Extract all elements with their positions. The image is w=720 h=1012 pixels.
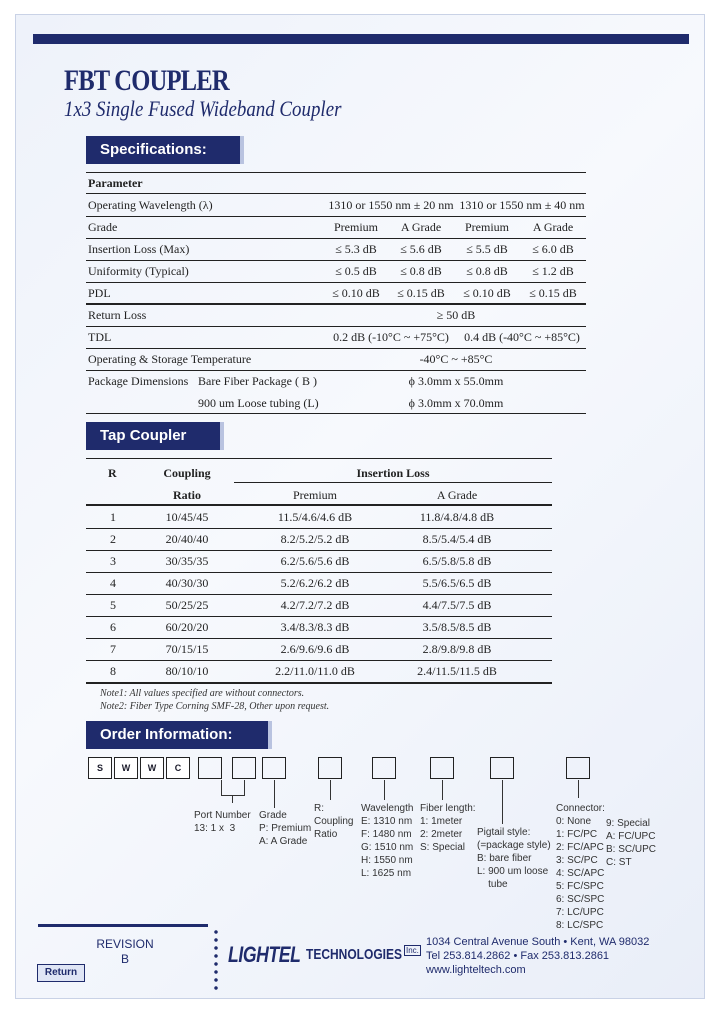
spec-value: 0.4 dB (-40°C ~ +85°C) [464,330,580,344]
tap-table-cell: 6.2/5.6/5.6 dB [280,554,350,568]
order-fiber-length-box[interactable] [430,757,454,779]
tap-table-cell: 3.4/8.3/8.3 dB [280,620,350,634]
spec-value: ≤ 0.8 dB [466,264,508,278]
tap-table-cell: 5.5/6.5/6.5 dB [422,576,492,590]
spec-sublabel: Bare Fiber Package ( B ) [198,374,317,388]
company-logo-inc: Inc. [406,946,419,955]
spec-value: -40°C ~ +85°C [419,352,493,366]
tap-table-cell: 2.6/9.6/9.6 dB [280,642,350,656]
company-logo: LIGHTEL [228,942,301,967]
spec-value: ≤ 0.15 dB [529,286,577,300]
order-fiber-length-label: Fiber length: 1: 1meter 2: 2meter S: Special [420,803,476,853]
spec-label: TDL [88,330,112,344]
rule [86,260,586,261]
spec-value: ϕ 3.0mm x 55.0mm [408,374,504,388]
tap-table-cell: 6 [110,620,116,634]
rule [86,413,586,414]
spec-label: Insertion Loss (Max) [88,242,190,256]
spec-value: 1310 or 1550 nm ± 40 nm [459,198,585,212]
tap-table-cell: 5 [110,598,116,612]
order-connector-extra-label: 9: Special A: FC/UPC B: SC/UPC C: ST [606,818,657,868]
order-connector-box[interactable] [566,757,590,779]
tap-table-cell: 80/10/10 [165,664,209,678]
page-title: FBT COUPLER [64,64,229,97]
tap-table-cell: 30/35/35 [165,554,209,568]
tap-row-rule [86,616,552,617]
rule [86,348,586,349]
tap-table-cell: 70/15/15 [165,642,209,656]
rule [86,282,586,283]
spec-value: ≤ 0.10 dB [463,286,511,300]
tap-table-cell: 3.5/8.5/8.5 dB [422,620,492,634]
leader [244,780,245,795]
parameter-header: Parameter [88,176,143,190]
spec-value: ≤ 5.3 dB [335,242,377,256]
col-ratio: Ratio [173,488,201,502]
tap-table-cell: 4.2/7.2/7.2 dB [280,598,350,612]
spec-value: Premium [465,220,509,234]
tap-table-cell: 1 [110,510,116,524]
order-pigtail-label: Pigtail style: (=package style) B: bare fiber L: 900 um loose tube [477,827,551,890]
leader [384,780,385,800]
specifications-heading: Specifications: [86,136,240,164]
spec-label: Grade [88,220,118,234]
page-subtitle: 1x3 Single Fused Wideband Coupler [64,96,342,121]
company-address: 1034 Central Avenue South • Kent, WA 98032 Tel 253.814.2862 • Fax 253.813.2861 www.lighteltech.com [426,936,650,976]
tap-table-cell: 20/40/40 [165,532,209,546]
leader [442,780,443,800]
tap-table-cell: 50/25/25 [165,598,209,612]
rule [86,216,586,217]
spec-label: Return Loss [88,308,147,322]
leader [221,795,245,796]
spec-value: 1310 or 1550 nm ± 20 nm [328,198,454,212]
spec-value: ϕ 3.0mm x 70.0mm [408,396,504,410]
spec-value: 0.2 dB (-10°C ~ +75°C) [333,330,449,344]
tap-table-cell: 2.2/11.0/11.0 dB [275,664,355,678]
order-prefix-box: S [88,757,112,779]
spec-label: Uniformity (Typical) [88,264,189,278]
tap-table-cell: 8 [110,664,116,678]
order-port-box-1[interactable] [198,757,222,779]
order-ratio-box[interactable] [318,757,342,779]
tap-table-cell: 10/45/45 [165,510,209,524]
return-button[interactable]: Return [37,964,85,982]
tap-table-cell: 2.8/9.8/9.8 dB [422,642,492,656]
rule [86,238,586,239]
order-pigtail-box[interactable] [490,757,514,779]
rule [86,458,552,459]
tap-table-cell: 8.5/5.4/5.4 dB [422,532,492,546]
rule [234,482,552,483]
leader [578,780,579,798]
spec-value: Premium [334,220,378,234]
leader [232,795,233,803]
tap-table-cell: 2.4/11.5/11.5 dB [417,664,497,678]
spec-value: ≤ 1.2 dB [532,264,574,278]
col-a-grade: A Grade [436,488,478,502]
spec-value: ≤ 0.15 dB [397,286,445,300]
spec-value: A Grade [532,220,574,234]
spec-value: ≤ 6.0 dB [532,242,574,256]
order-prefix-box: W [140,757,164,779]
spec-label: Operating Wavelength (λ) [88,198,213,212]
tap-table-cell: 8.2/5.2/5.2 dB [280,532,350,546]
col-coupling: Coupling [163,466,211,480]
spec-label: Operating & Storage Temperature [88,352,252,366]
spec-label: Package Dimensions [88,374,189,388]
tap-table-cell: 3 [110,554,116,568]
tap-table-cell: 11.8/4.8/4.8 dB [419,510,495,524]
rule [86,370,586,371]
top-rule [33,34,689,44]
rule [86,193,586,194]
revision-value: B [120,952,129,966]
logo-dots-icon [212,928,220,990]
spec-value: ≥ 50 dB [436,308,476,322]
spec-value: ≤ 0.10 dB [332,286,380,300]
spec-sublabel: 900 um Loose tubing (L) [198,396,319,410]
leader [221,780,222,795]
revision-label: REVISION [96,937,154,951]
spec-label: PDL [88,286,111,300]
tap-table-cell: 2 [110,532,116,546]
leader [330,780,331,800]
tap-table-cell: 4 [110,576,116,590]
col-r: R [108,466,117,480]
spec-value: A Grade [400,220,442,234]
order-prefix-box: C [166,757,190,779]
tap-row-rule [86,638,552,639]
col-insertion-loss: Insertion Loss [356,466,430,480]
tap-row-rule [86,660,552,661]
tap-row-rule [86,572,552,573]
tap-table-cell: 7 [110,642,116,656]
order-port-number-label: Port Number 13: 1 x 3 [194,810,251,834]
order-wavelength-box[interactable] [372,757,396,779]
leader [502,780,503,824]
tap-table-cell: 6.5/5.8/5.8 dB [422,554,492,568]
tap-row-rule [86,528,552,529]
rule [86,326,586,327]
note-1: Note1: All values specified are without connectors. [100,688,305,699]
spec-top-rule [86,172,586,173]
order-port-box-2[interactable] [232,757,256,779]
tap-row-rule [86,682,552,684]
order-grade-label: Grade P: Premium A: A Grade [259,810,312,847]
note-2: Note2: Fiber Type Corning SMF-28, Other upon request. [100,701,330,712]
order-wavelength-label: Wavelength E: 1310 nm F: 1480 nm G: 1510 nm H: 1550 nm L: 1625 nm [361,803,414,879]
order-grade-box[interactable] [262,757,286,779]
tap-table-cell: 40/30/30 [165,576,209,590]
order-information-heading: Order Information: [86,721,268,749]
leader [274,780,275,808]
order-coupling-label: R: Coupling Ratio [314,803,354,840]
tap-row-rule [86,550,552,551]
company-logo-sub: TECHNOLOGIES [306,946,403,963]
tap-coupler-heading: Tap Coupler [86,422,220,450]
tap-table-cell: 11.5/4.6/4.6 dB [277,510,353,524]
order-prefix-box: W [114,757,138,779]
spec-value: ≤ 5.6 dB [400,242,442,256]
rule [86,504,552,506]
spec-value: ≤ 0.8 dB [400,264,442,278]
tap-table-cell: 60/20/20 [165,620,209,634]
spec-value: ≤ 0.5 dB [335,264,377,278]
col-premium: Premium [293,488,337,502]
tap-table-cell: 4.4/7.5/7.5 dB [422,598,492,612]
rule [86,303,586,305]
spec-value: ≤ 5.5 dB [466,242,508,256]
tap-table-cell: 5.2/6.2/6.2 dB [280,576,350,590]
footer-rule [38,924,208,927]
order-connector-label: Connector: 0: None 1: FC/PC 2: FC/APC 3: SC/PC 4: SC/APC 5: FC/SPC 6: SC/SPC 7: LC/UPC 8: LC/SPC [556,803,605,931]
tap-row-rule [86,594,552,595]
